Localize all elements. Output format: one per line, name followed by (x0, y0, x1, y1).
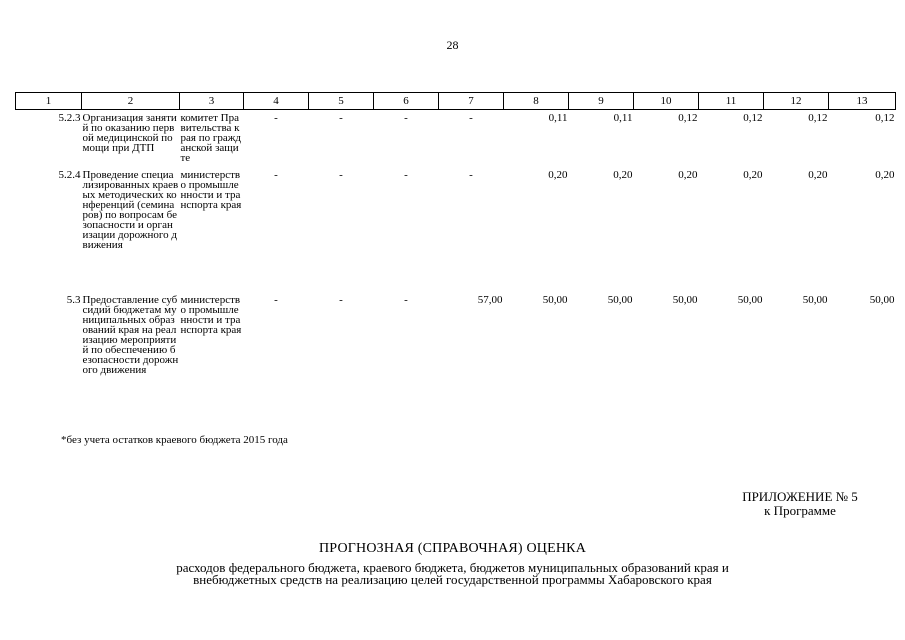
executor: министерство промышленности и транспорта края (180, 168, 242, 211)
value-cell: 0,20 (743, 168, 763, 181)
table-row (16, 110, 896, 167)
appendix-number: ПРИЛОЖЕНИЕ № 5 (742, 489, 858, 504)
col-header: 8 (504, 93, 569, 110)
appendix-label (700, 490, 900, 518)
value-cell: - (469, 112, 473, 124)
col-header: 9 (569, 93, 634, 110)
value-cell: 0,20 (678, 168, 698, 181)
value-cell: - (274, 168, 278, 181)
value-cell: - (339, 112, 343, 124)
value-cell: 0,11 (548, 112, 568, 124)
value-cell: 0,12 (808, 112, 828, 124)
value-cell: - (404, 168, 408, 181)
measure-name: Предоставление субсидий бюджетам муниципальных образований края на реализацию мероприятий по обеспечению безопасности дорожного движения (82, 293, 179, 376)
value-cell: - (339, 293, 343, 306)
value-cell: 50,00 (802, 293, 828, 306)
document-title: ПРОГНОЗНАЯ (СПРАВОЧНАЯ) ОЦЕНКА (318, 541, 587, 556)
executor: комитет Правительства края по гражданской защите (180, 112, 241, 164)
col-header: 10 (634, 93, 699, 110)
value-cell: 0,12 (678, 112, 698, 124)
value-cell: 0,12 (743, 112, 763, 124)
header-row (16, 93, 896, 110)
value-cell: 50,00 (869, 293, 895, 306)
table-row (16, 167, 896, 292)
value-cell: 50,00 (737, 293, 763, 306)
subtitle-line: внебюджетных средств на реализацию целей государственной программы Хабаровского края (193, 572, 712, 587)
col-header: 3 (180, 93, 244, 110)
col-header: 6 (374, 93, 439, 110)
col-header: 5 (309, 93, 374, 110)
subtitle-line: расходов федерального бюджета, краевого бюджета, бюджетов муниципальных образований края и (176, 560, 729, 575)
value-cell: - (274, 112, 278, 124)
value-cell: 57,00 (477, 293, 503, 306)
row-number: 5.2.3 (58, 112, 81, 124)
col-header: 1 (16, 93, 82, 110)
table-row (16, 292, 896, 422)
appendix-reference: к Программе (764, 503, 836, 518)
value-cell: 0,20 (613, 168, 633, 181)
value-cell: - (339, 168, 343, 181)
program-table (15, 92, 896, 422)
page-number: 28 (446, 38, 459, 52)
row-number: 5.2.4 (58, 168, 81, 181)
value-cell: - (404, 112, 408, 124)
col-header: 11 (699, 93, 764, 110)
value-cell: - (469, 168, 473, 181)
value-cell: 0,20 (808, 168, 828, 181)
value-cell: 0,20 (548, 168, 568, 181)
measure-name: Проведение специализированных краевых методических конференций (семинаров) по вопросам безопасности и организации дорожного движения (82, 168, 179, 251)
value-cell: 50,00 (542, 293, 568, 306)
col-header: 13 (829, 93, 896, 110)
col-header: 2 (82, 93, 180, 110)
value-cell: 50,00 (672, 293, 698, 306)
document-subtitle (0, 562, 905, 586)
value-cell: 0,11 (613, 112, 633, 124)
value-cell: 50,00 (607, 293, 633, 306)
measure-name: Организация занятий по оказанию первой медицинской помощи при ДТП (82, 112, 177, 154)
executor: министерство промышленности и транспорта края (180, 293, 242, 336)
col-header: 7 (439, 93, 504, 110)
value-cell: - (274, 293, 278, 306)
value-cell: 0,20 (875, 168, 895, 181)
col-header: 4 (244, 93, 309, 110)
value-cell: 0,12 (875, 112, 895, 124)
row-number: 5.3 (66, 293, 81, 306)
footnote: *без учета остатков краевого бюджета 2015 года (61, 434, 288, 446)
col-header: 12 (764, 93, 829, 110)
value-cell: - (404, 293, 408, 306)
